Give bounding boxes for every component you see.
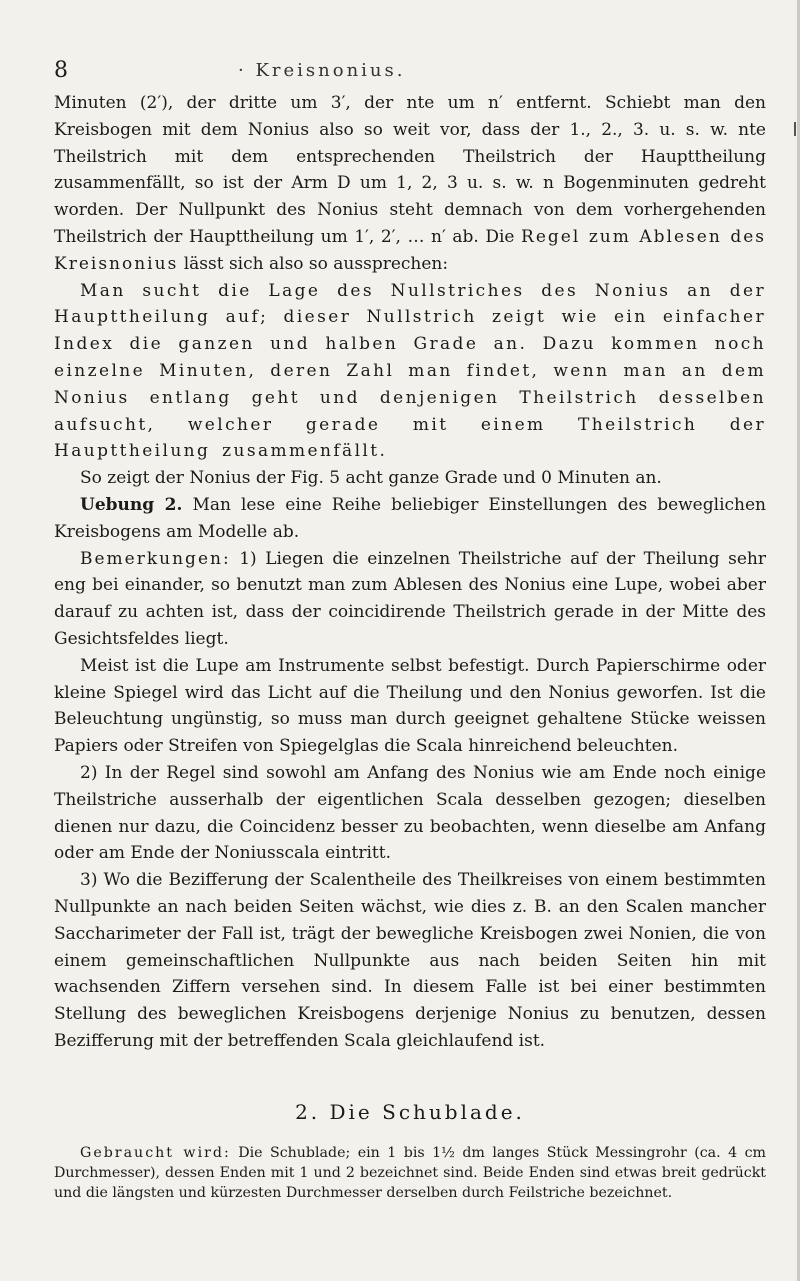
- section-title: 2. Die Schublade.: [295, 1099, 525, 1124]
- exercise-label: Uebung 2.: [80, 494, 183, 515]
- exercise-text: Man lese eine Reihe beliebiger Einstellungen des beweglichen Kreisbogens am Modelle ab.: [54, 494, 766, 542]
- materials-text: Die Schublade; ein 1 bis 1½ dm langes Stück Messingrohr (ca. 4 cm Durchmesser), dessen Enden mit 1 und 2 bezeichnet sind. Beide Enden sind etwas breit gedrückt und die längsten und kürzesten Durchmesser derselben durch Feilstriche bezeichnet.: [54, 1145, 767, 1202]
- remark-1-paragraph: [54, 546, 766, 653]
- remarks-label: Bemerkungen:: [80, 548, 231, 569]
- vernier-explanation-text: Minuten (2′), der dritte um 3′, der nte um n′ entfernt. Schiebt man den Kreisbogen mit dem Nonius also so weit vor, dass der 1., 2., 3. u. s. w. nte Theilstrich mit dem entsprechenden Theilstrich der Haupttheilung zusammenfällt, so ist der Arm D um 1, 2, 3 u. s. w. n Bogenminuten gedreht worden. Der Nullpunkt des Nonius steht demnach von dem vorhergehenden Theilstrich der Haupttheilung um 1′, 2′, … n′ ab. Die: [54, 93, 766, 247]
- page-header: [54, 58, 770, 88]
- rule-heading-tail: lässt sich also so aussprechen:: [178, 253, 449, 274]
- body-text: [54, 90, 766, 1203]
- remark-3-paragraph: 3) Wo die Bezifferung der Scalentheile des Theilkreises von einem bestimmten Nullpunkte an nach beiden Seiten wächst, wie dies z. B. an den Scalen mancher Saccharimeter der Fall ist, trägt der bewegliche Kreisbogen zwei Nonien, die von einem gemeinschaftlichen Nullpunkte aus nach beiden Seiten hin mit wachsenden Ziffern versehen sind. In diesem Falle ist bei einer bestimmten Stellung des beweglichen Kreisbogens derjenige Nonius zu benutzen, dessen Bezifferung mit der betreffenden Scala gleichlaufend ist.: [54, 870, 766, 1051]
- reading-rule-paragraph: Man sucht die Lage des Nullstriches des Nonius an der Haupttheilung auf; dieser Nullstrich zeigt wie ein einfacher Index die ganzen und halben Grade an. Dazu kommen noch einzelne Minuten, deren Zahl man findet, wenn man an dem Nonius entlang geht und denjenigen Theilstrich desselben aufsucht, welcher gerade mit einem Theilstrich der Haupttheilung zusammenfällt.: [54, 280, 766, 462]
- exercise-paragraph: [54, 492, 766, 546]
- margin-mark: [794, 122, 796, 136]
- paragraph-vernier-explanation: [54, 90, 766, 278]
- remark-1-text: 1) Liegen die einzelnen Theilstriche auf der Theilung sehr eng bei einander, so benutzt man zum Ablesen des Nonius eine Lupe, wobei aber darauf zu achten ist, dass der coincidirende Theilstrich gerade in der Mitte des Gesichtsfeldes liegt.: [54, 548, 766, 649]
- remark-1b-paragraph: Meist ist die Lupe am Instrumente selbst befestigt. Durch Papierschirme oder kleine Spiegel wird das Licht auf die Theilung und den Nonius geworfen. Ist die Beleuchtung ungünstig, so muss man durch geeignet gehaltene Stücke weissen Papiers oder Streifen von Spiegelglas die Scala hinreichend beleuchten.: [54, 655, 766, 757]
- materials-label: Gebraucht wird:: [80, 1145, 231, 1162]
- rule-heading: Regel zum Ablesen des Kreisnonius: [54, 226, 766, 274]
- book-page: [54, 0, 770, 1281]
- page-number: 8: [54, 58, 68, 83]
- remark-2-paragraph: 2) In der Regel sind sowohl am Anfang des Nonius wie am Ende noch einige Theilstriche ausserhalb der eigentlichen Scala desselben gezogen; dieselben dienen nur dazu, die Coincidenz besser zu beobachten, wenn dieselbe am Anfang oder am Ende der Noniusscala eintritt.: [54, 762, 766, 864]
- materials-paragraph: [54, 1143, 766, 1203]
- example-paragraph: So zeigt der Nonius der Fig. 5 acht ganze Grade und 0 Minuten an.: [80, 468, 662, 489]
- running-head: · Kreisnonius.: [238, 60, 406, 81]
